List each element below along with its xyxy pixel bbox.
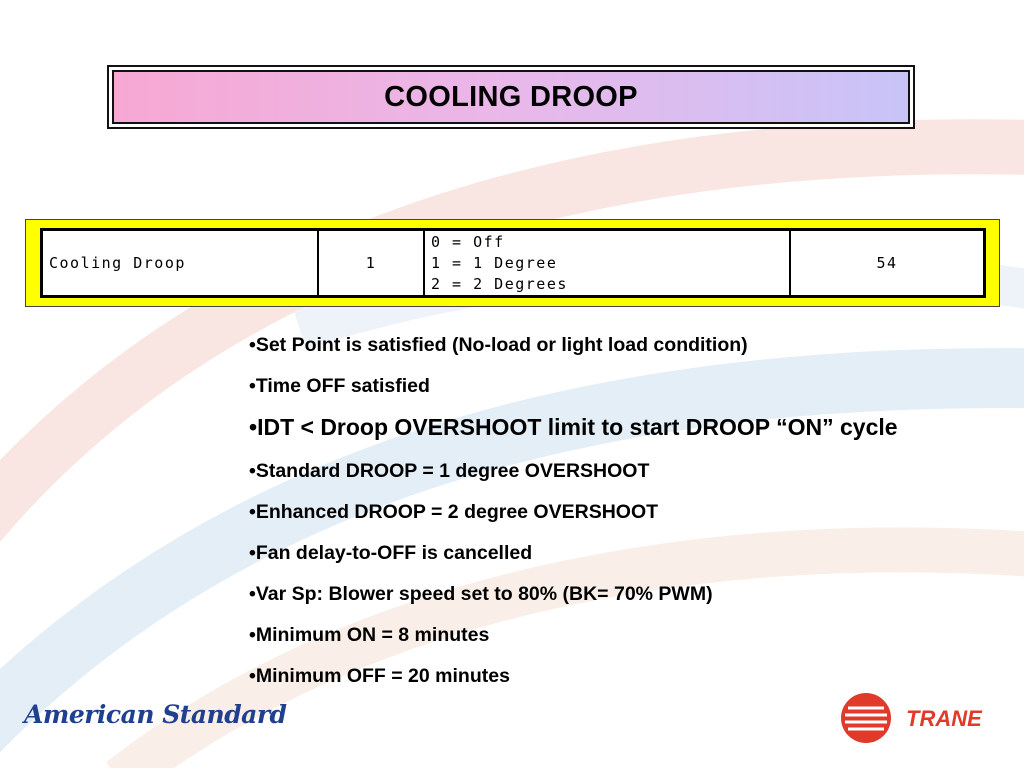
parameter-name: Cooling Droop	[42, 230, 319, 297]
trane-wordmark: TRANE	[906, 706, 982, 731]
bullet-item: • Standard DROOP = 1 degree OVERSHOOT	[249, 458, 898, 499]
trane-logo	[840, 690, 1005, 746]
bullet-item: • Set Point is satisfied (No-load or light load condition)	[249, 332, 898, 373]
option-item: 2 = 2 Degrees	[431, 274, 568, 293]
bullet-item: • Minimum ON = 8 minutes	[249, 622, 898, 663]
bullet-item: • Enhanced DROOP = 2 degree OVERSHOOT	[249, 499, 898, 540]
option-item: 1 = 1 Degree	[431, 253, 558, 272]
title-banner	[112, 70, 910, 124]
parameter-options	[424, 230, 790, 297]
title-box	[107, 65, 915, 129]
bullet-list	[249, 332, 898, 704]
parameter-table	[40, 228, 986, 298]
parameter-number: 54	[790, 230, 985, 297]
bullet-item: • Time OFF satisfied	[249, 373, 898, 414]
american-standard-logo: American Standard	[24, 700, 287, 729]
bullet-item: • Var Sp: Blower speed set to 80% (BK= 70% PWM)	[249, 581, 898, 622]
option-item: 0 = Off	[431, 232, 505, 251]
parameter-value: 1	[318, 230, 424, 297]
slide-title: COOLING DROOP	[384, 80, 638, 113]
bullet-item: • IDT < Droop OVERSHOOT limit to start DROOP “ON” cycle	[249, 414, 898, 458]
bullet-item: • Fan delay-to-OFF is cancelled	[249, 540, 898, 581]
trane-circle-icon	[841, 693, 891, 743]
bullet-item: • Minimum OFF = 20 minutes	[249, 663, 898, 704]
table-row	[42, 230, 985, 297]
parameter-table-frame	[25, 219, 1000, 307]
